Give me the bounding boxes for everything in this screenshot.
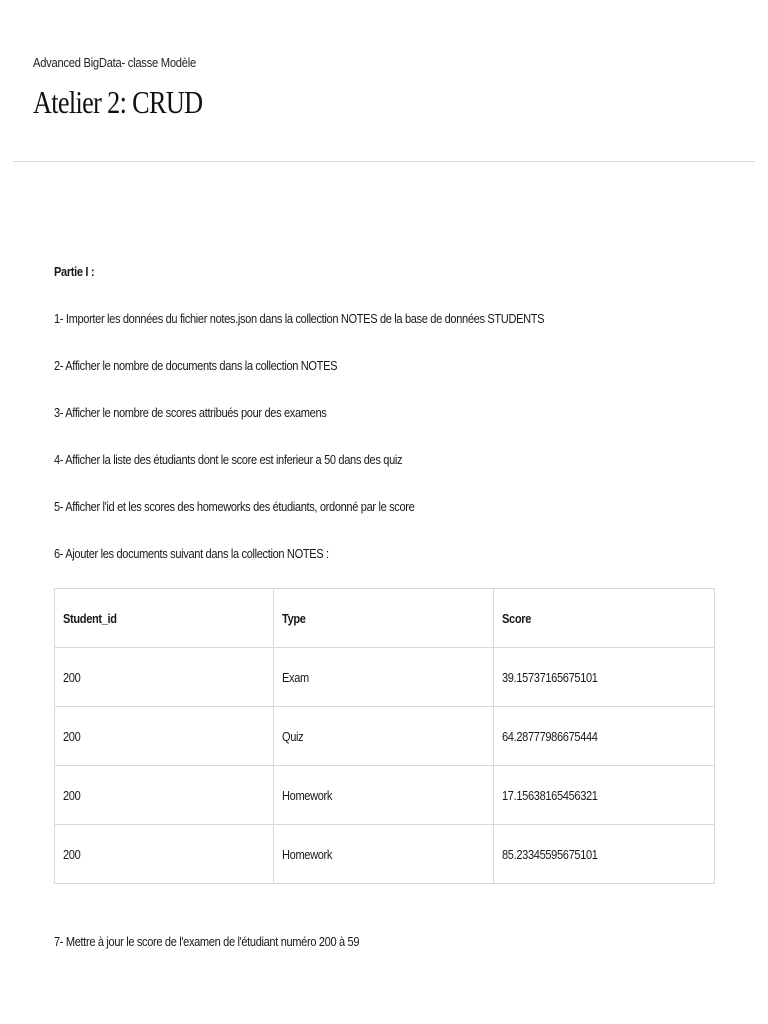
table-row [55, 707, 715, 766]
document-header [0, 0, 768, 121]
table-row [55, 766, 715, 825]
table-row [55, 825, 715, 884]
question-3: 3- Afficher le nombre de scores attribués pour des examens [54, 405, 327, 420]
cell-student-id: 200 [55, 648, 274, 707]
question-4: 4- Afficher la liste des étudiants dont le score est inferieur a 50 dans des quiz [54, 452, 403, 467]
cell-type: Homework [274, 766, 494, 825]
part-title: Partie I : [54, 264, 95, 279]
cell-student-id: 200 [55, 766, 274, 825]
column-header-score: Score [494, 589, 715, 648]
cell-score: 85.23345595675101 [494, 825, 715, 884]
cell-type: Quiz [274, 707, 494, 766]
cell-score: 39.15737165675101 [494, 648, 715, 707]
column-header-student-id: Student_id [55, 589, 274, 648]
column-header-type: Type [274, 589, 494, 648]
cell-score: 17.15638165456321 [494, 766, 715, 825]
page-title: Atelier 2: CRUD [33, 84, 203, 120]
question-6: 6- Ajouter les documents suivant dans la collection NOTES : [54, 546, 329, 561]
header-divider [13, 161, 755, 162]
document-body [54, 262, 714, 952]
question-1: 1- Importer les données du fichier notes.json dans la collection NOTES de la base de données STUDENTS [54, 311, 545, 326]
cell-student-id: 200 [55, 707, 274, 766]
cell-score: 64.28777986675444 [494, 707, 715, 766]
question-5: 5- Afficher l'id et les scores des homeworks des étudiants, ordonné par le score [54, 499, 415, 514]
notes-table [54, 588, 715, 884]
cell-student-id: 200 [55, 825, 274, 884]
cell-type: Homework [274, 825, 494, 884]
cell-type: Exam [274, 648, 494, 707]
table-row [55, 648, 715, 707]
table-header-row [55, 589, 715, 648]
course-name: Advanced BigData- classe Modèle [33, 55, 196, 70]
question-2: 2- Afficher le nombre de documents dans la collection NOTES [54, 358, 338, 373]
question-7: 7- Mettre à jour le score de l'examen de l'étudiant numéro 200 à 59 [54, 934, 360, 949]
